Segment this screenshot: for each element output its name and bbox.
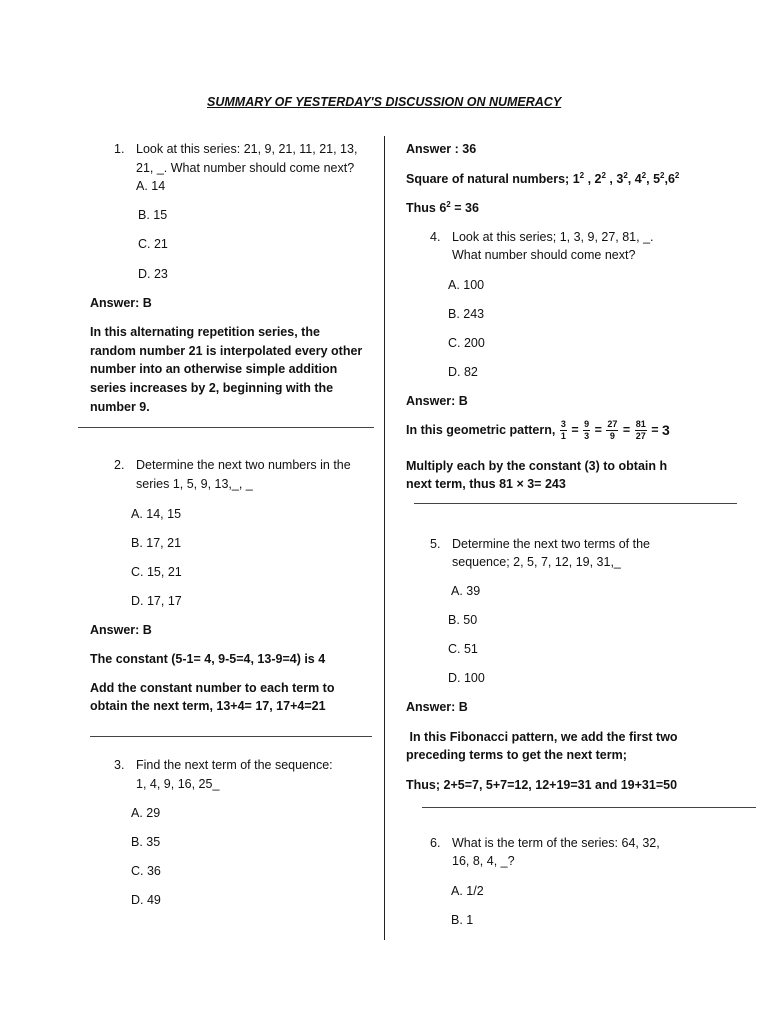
- separator: [78, 427, 374, 428]
- q4-option-b: B. 243: [448, 307, 485, 321]
- q3-number: 3.: [114, 758, 125, 772]
- q1-explanation-line3: number into an otherwise simple addition: [90, 362, 338, 376]
- q2-answer: Answer: B: [90, 623, 152, 637]
- q6-text-line1: What is the term of the series: 64, 32,: [452, 836, 660, 850]
- q4-explanation-line2: next term, thus 81 × 3= 243: [406, 477, 566, 491]
- column-divider: [384, 136, 385, 940]
- q6-option-b: B. 1: [451, 913, 474, 927]
- q3-option-b: B. 35: [131, 835, 161, 849]
- q3-option-c: C. 36: [131, 864, 161, 878]
- q6-number: 6.: [430, 836, 441, 850]
- q5-explanation-line1: In this Fibonacci pattern, we add the first two: [406, 730, 678, 744]
- q5-option-d: D. 100: [448, 671, 485, 685]
- q1-option-d: D. 23: [138, 267, 168, 281]
- q3-text-line2: 1, 4, 9, 16, 25_: [136, 777, 220, 791]
- q4-text-line1: Look at this series; 1, 3, 9, 27, 81, _.: [452, 230, 654, 244]
- q2-option-b: B. 17, 21: [131, 536, 182, 550]
- separator: [90, 736, 372, 737]
- q3-square-explanation: Square of natural numbers; $1^2$ , $2^2$ , $3^2$, $4^2$, $5^2,6^2$: [406, 170, 680, 186]
- q1-option-b: B. 15: [138, 208, 168, 222]
- q3-option-a: A. 29: [131, 806, 161, 820]
- q5-number: 5.: [430, 537, 441, 551]
- q1-text-line1: Look at this series: 21, 9, 21, 11, 21, 13,: [136, 142, 358, 156]
- q4-number: 4.: [430, 230, 441, 244]
- q1-answer: Answer: B: [90, 296, 152, 310]
- q3-option-d: D. 49: [131, 893, 161, 907]
- q3-answer: Answer : 36: [406, 142, 477, 156]
- q5-option-a: A. 39: [451, 584, 481, 598]
- q5-option-c: C. 51: [448, 642, 478, 656]
- q4-option-d: D. 82: [448, 365, 478, 379]
- q2-explanation-line3: obtain the next term, 13+4= 17, 17+4=21: [90, 699, 326, 713]
- q3-text-line1: Find the next term of the sequence:: [136, 758, 333, 772]
- q5-thus: Thus; 2+5=7, 5+7=12, 12+19=31 and 19+31=50: [406, 778, 678, 792]
- q1-explanation-line1: In this alternating repetition series, the: [90, 325, 320, 339]
- q4-answer: Answer: B: [406, 394, 468, 408]
- q2-number: 2.: [114, 458, 125, 472]
- q4-text-line2: What number should come next?: [452, 248, 636, 262]
- q2-text-line1: Determine the next two numbers in the: [136, 458, 351, 472]
- q2-explanation-line2: Add the constant number to each term to: [90, 681, 335, 695]
- q5-text-line1: Determine the next two terms of the: [452, 537, 651, 551]
- q4-option-a: A. 100: [448, 278, 485, 292]
- q5-explanation-line2: preceding terms to get the next term;: [406, 748, 627, 762]
- q1-explanation-line5: number 9.: [90, 400, 150, 414]
- q1-option-a: A. 14: [136, 179, 166, 193]
- q5-option-b: B. 50: [448, 613, 478, 627]
- separator: [414, 503, 737, 504]
- q5-text-line2: sequence; 2, 5, 7, 12, 19, 31,_: [452, 555, 621, 569]
- q5-answer: Answer: B: [406, 700, 468, 714]
- q2-explanation-line1: The constant (5-1= 4, 9-5=4, 13-9=4) is 4: [90, 652, 326, 666]
- q2-option-d: D. 17, 17: [131, 594, 182, 608]
- q4-geometric-pattern: In this geometric pattern, $\frac{3}{1}$ = $\frac{9}{3}$ = $\frac{27}{9}$ = $\frac{81}{27}$ = 3: [406, 419, 670, 441]
- q2-option-c: C. 15, 21: [131, 565, 182, 579]
- q1-explanation-line4: series increases by 2, beginning with the: [90, 381, 334, 395]
- q4-option-c: C. 200: [448, 336, 485, 350]
- q2-option-a: A. 14, 15: [131, 507, 182, 521]
- q6-text-line2: 16, 8, 4, _?: [452, 854, 515, 868]
- q6-option-a: A. 1/2: [451, 884, 484, 898]
- q1-option-c: C. 21: [138, 237, 168, 251]
- page-title: SUMMARY OF YESTERDAY'S DISCUSSION ON NUMERACY: [207, 95, 562, 109]
- separator: [422, 807, 756, 808]
- q2-text-line2: series 1, 5, 9, 13,_, _: [136, 477, 253, 491]
- q1-explanation-line2: random number 21 is interpolated every other: [90, 344, 363, 358]
- q1-number: 1.: [114, 142, 125, 156]
- q3-thus: Thus $6^2 = 36$: [406, 199, 479, 215]
- q4-explanation-line1: Multiply each by the constant (3) to obtain h: [406, 459, 668, 473]
- q1-text-line2: 21, _. What number should come next?: [136, 161, 355, 175]
